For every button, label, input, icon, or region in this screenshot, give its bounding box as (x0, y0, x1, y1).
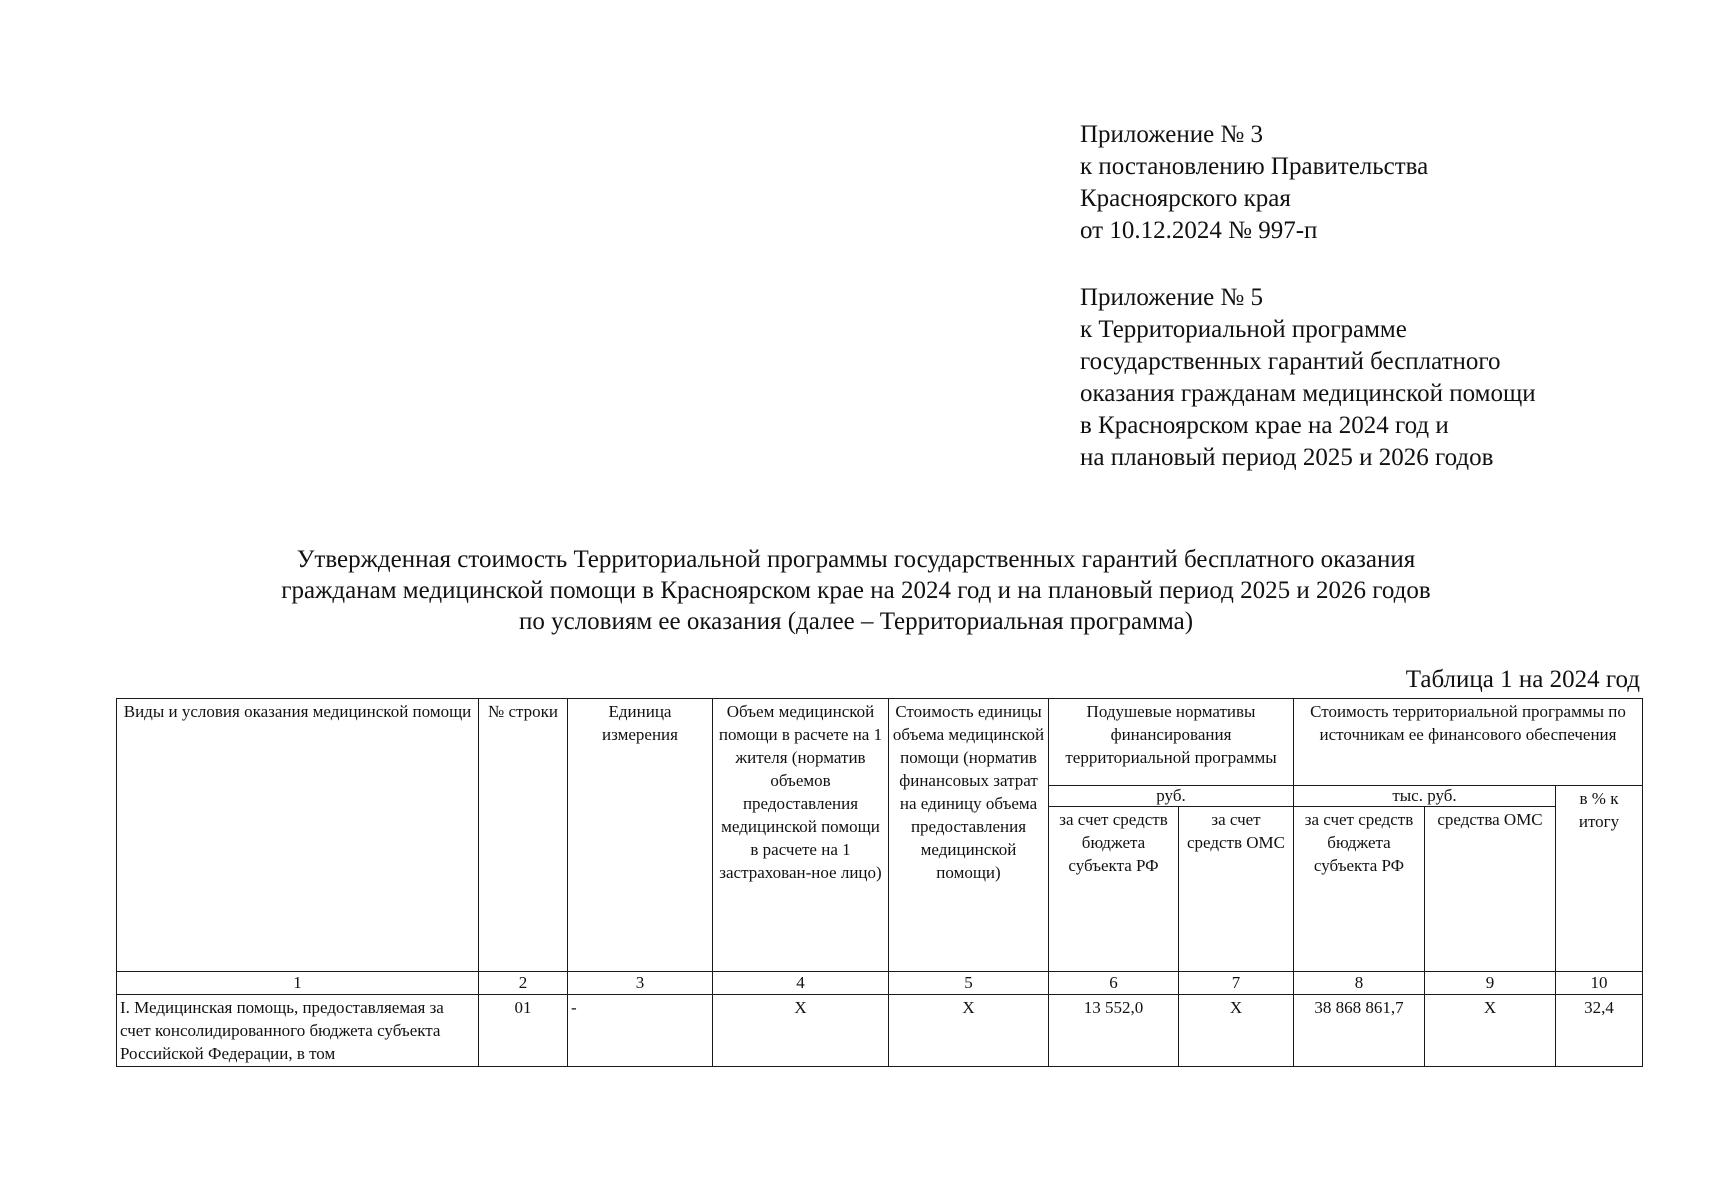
title-line: гражданам медицинской помощи в Красноярском крае на 2024 год и на плановый период 2025 и 2026 годов (281, 577, 1431, 604)
cell-pcost-budget: 38 868 861,7 (1294, 995, 1425, 1067)
cell-pc-budget: 13 552,0 (1049, 995, 1179, 1067)
column-number-row (117, 972, 1643, 995)
annex-current-line: от 10.12.2024 № 997-п (1080, 217, 1318, 244)
annex-program-line: на плановый период 2025 и 2026 годов (1080, 444, 1494, 471)
header-pcost-budget: за счет средств бюджета субъекта РФ (1294, 807, 1425, 972)
column-number: 7 (1179, 972, 1294, 995)
header-percent: в % к итогу (1556, 786, 1643, 972)
annex-program-line: Приложение № 5 (1080, 284, 1264, 311)
annex-current-line: к постановлению Правительства (1080, 153, 1429, 180)
cell-row-no: 01 (479, 995, 568, 1067)
column-number: 9 (1425, 972, 1556, 995)
header-types: Виды и условия оказания медицинской помощи (117, 699, 479, 972)
cell-volume: X (713, 995, 889, 1067)
document-title (0, 544, 1712, 637)
column-number: 8 (1294, 972, 1425, 995)
annex-current-line: Приложение № 3 (1080, 121, 1264, 148)
cell-unit: - (568, 995, 713, 1067)
column-number: 1 (117, 972, 479, 995)
annex-program-line: государственных гарантий бесплатного (1080, 348, 1501, 375)
annex-program-line: оказания гражданам медицинской помощи (1080, 380, 1536, 407)
title-line: Утвержденная стоимость Территориальной программы государственных гарантий бесплатного оказания (296, 546, 1416, 573)
column-number: 4 (713, 972, 889, 995)
table-row (117, 995, 1643, 1067)
annex-program-block (1080, 282, 1536, 474)
annex-program-line: в Красноярском крае на 2024 год и (1080, 412, 1449, 439)
header-pc-budget: за счет средств бюджета субъекта РФ (1049, 807, 1179, 972)
annex-current-line: Красноярского края (1080, 185, 1291, 212)
cell-pc-oms: X (1179, 995, 1294, 1067)
header-per-capita-unit: руб. (1049, 786, 1294, 807)
header-pc-oms: за счет средств ОМС (1179, 807, 1294, 972)
header-program-cost: Стоимость территориальной программы по источникам ее финансового обеспечения (1294, 699, 1643, 786)
title-line: по условиям ее оказания (далее – Территориальная программа) (518, 608, 1194, 635)
header-unit: Единица измерения (568, 699, 713, 972)
annex-current-block (1080, 119, 1428, 247)
header-program-cost-unit: тыс. руб. (1294, 786, 1556, 807)
program-cost-table (116, 698, 1643, 1067)
header-row-top (117, 699, 1643, 786)
column-number: 3 (568, 972, 713, 995)
column-number: 5 (889, 972, 1049, 995)
cell-type: I. Медицинская помощь, предоставляемая за счет консолидированного бюджета субъекта Российской Федерации, в том (117, 995, 479, 1067)
column-number: 2 (479, 972, 568, 995)
column-number: 6 (1049, 972, 1179, 995)
header-row-no: № строки (479, 699, 568, 972)
column-number: 10 (1556, 972, 1643, 995)
header-cost-unit: Стоимость единицы объема медицинской помощи (норматив финансовых затрат на единицу объема предоставления медицинской помощи) (889, 699, 1049, 972)
header-volume: Объем медицинской помощи в расчете на 1 жителя (норматив объемов предоставления медицинской помощи в расчете на 1 застрахован-ное лицо) (713, 699, 889, 972)
cell-cost-unit: X (889, 995, 1049, 1067)
cell-pcost-oms: X (1425, 995, 1556, 1067)
cell-percent: 32,4 (1556, 995, 1643, 1067)
table-caption: Таблица 1 на 2024 год (1405, 666, 1640, 693)
header-per-capita: Подушевые нормативы финансирования территориальной программы (1049, 699, 1294, 786)
header-pcost-oms: средства ОМС (1425, 807, 1556, 972)
annex-program-line: к Территориальной программе (1080, 316, 1407, 343)
